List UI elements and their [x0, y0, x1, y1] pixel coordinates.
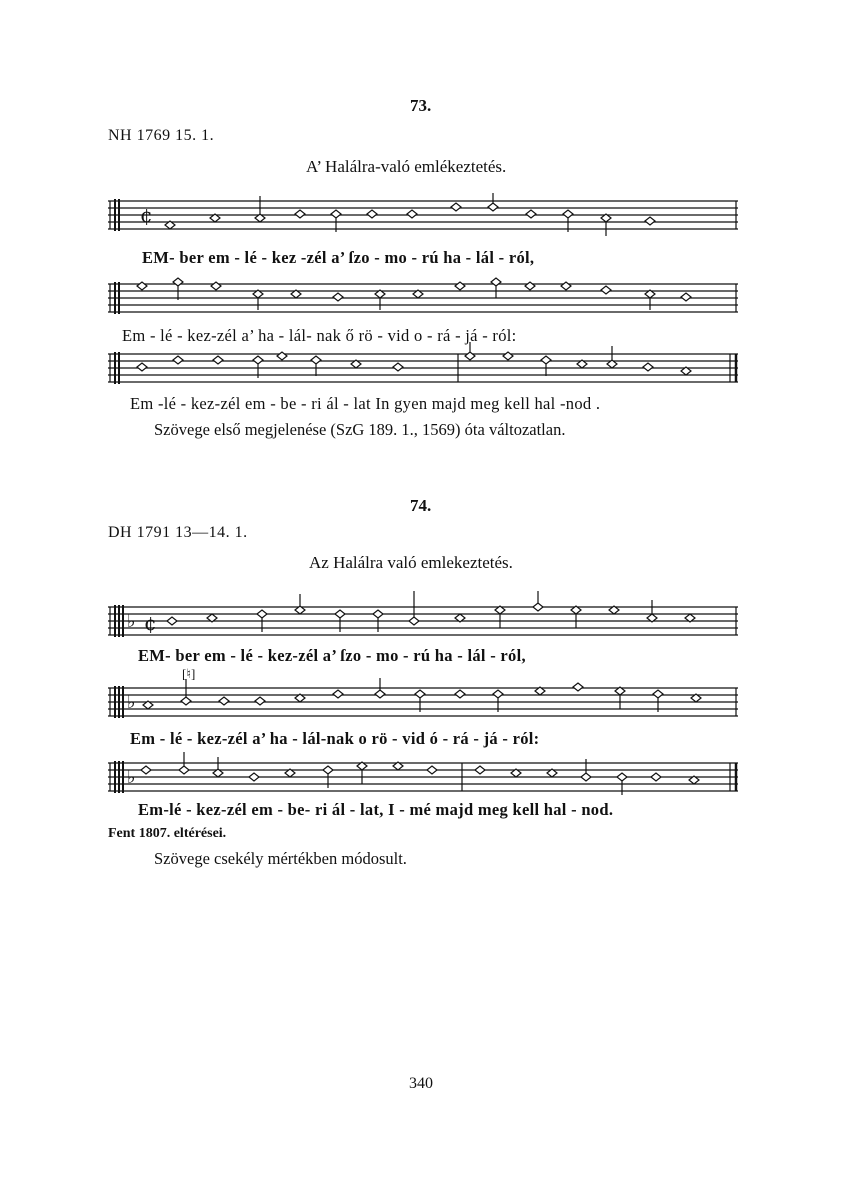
bracket-natural-label: [♮]	[182, 666, 196, 681]
note-head	[491, 278, 501, 286]
note-head	[249, 773, 259, 781]
note-head	[255, 697, 265, 705]
flat-icon	[127, 611, 136, 788]
note-head	[488, 203, 498, 211]
note-head	[493, 690, 503, 698]
lyrics-line: Em - lé - kez-zél a’ ha - lál-nak o rö - vid ó - rá - já - ról:	[130, 729, 540, 748]
note-head	[617, 773, 627, 781]
note-head	[137, 363, 147, 371]
song-number: 73.	[410, 96, 432, 115]
note-head	[137, 282, 147, 290]
note-head	[541, 356, 551, 364]
staff-lines	[108, 284, 738, 312]
note-head	[645, 217, 655, 225]
note-head	[525, 282, 535, 290]
cut-time-icon: ¢	[144, 611, 157, 635]
note-head	[323, 766, 333, 774]
note-head	[503, 352, 513, 360]
note-head	[681, 293, 691, 301]
note-head	[427, 766, 437, 774]
note-head	[643, 363, 653, 371]
svg-text:♭: ♭	[127, 611, 136, 632]
note-head	[333, 690, 343, 698]
note-head	[179, 766, 189, 774]
note-head	[563, 210, 573, 218]
note-head	[526, 210, 536, 218]
deviation-label: Fent 1807. eltérései.	[108, 826, 227, 841]
note-head	[141, 766, 151, 774]
note-head	[253, 356, 263, 364]
note-head	[407, 210, 417, 218]
lyrics-line: Em -lé - kez-zél em - be - ri ál - lat In gyen majd meg kell hal -nod .	[130, 394, 601, 413]
cut-time-icon: ¢	[140, 203, 153, 227]
note-head	[219, 697, 229, 705]
note-head	[533, 603, 543, 611]
song-title: A’ Halálra-való emlékeztetés.	[306, 157, 507, 176]
note-head	[465, 352, 475, 360]
note-head	[181, 697, 191, 705]
note-head	[367, 210, 377, 218]
note-head	[455, 282, 465, 290]
note-head	[455, 690, 465, 698]
lyrics-line: Em-lé - kez-zél em - be- ri ál - lat, I - mé majd meg kell hal - nod.	[138, 800, 614, 819]
note-head	[213, 356, 223, 364]
staff-lines	[108, 763, 738, 791]
note-head	[393, 363, 403, 371]
note-head	[295, 210, 305, 218]
note-head	[335, 610, 345, 618]
note-head	[573, 683, 583, 691]
note-head	[277, 352, 287, 360]
text-note: Szövege csekély mértékben módosult.	[154, 849, 407, 868]
note-head	[651, 773, 661, 781]
source-reference: DH 1791 13—14. 1.	[108, 524, 248, 541]
note-head	[373, 610, 383, 618]
staff-lines	[108, 607, 738, 635]
note-head	[653, 690, 663, 698]
song-number: 74.	[410, 496, 432, 515]
lyrics-line: Em - lé - kez-zél a’ ha - lál- nak ő rö - vid o - rá - já - ról:	[122, 326, 517, 345]
svg-text:♭: ♭	[127, 767, 136, 788]
note-head	[581, 773, 591, 781]
note-head	[415, 690, 425, 698]
note-head	[475, 766, 485, 774]
note-head	[173, 278, 183, 286]
note-head	[211, 282, 221, 290]
text-note: Szövege első megjelenése (SzG 189. 1., 1569) óta változatlan.	[154, 420, 566, 439]
lyrics-line: EM- ber em - lé - kez-zél a’ ſzo - mo - rú ha - lál - ról,	[138, 646, 526, 665]
source-reference: NH 1769 15. 1.	[108, 127, 215, 144]
note-head	[409, 617, 419, 625]
staff-lines	[108, 201, 738, 229]
page-number: 340	[409, 1075, 433, 1092]
note-head	[173, 356, 183, 364]
note-head	[257, 610, 267, 618]
lyrics-line: EM- ber em - lé - kez -zél a’ ſzo - mo - rú ha - lál - ról,	[142, 248, 535, 267]
note-head	[333, 293, 343, 301]
note-head	[331, 210, 341, 218]
note-head	[601, 286, 611, 294]
svg-text:♭: ♭	[127, 692, 136, 713]
note-head	[167, 617, 177, 625]
note-head	[561, 282, 571, 290]
c-clef-icon	[115, 199, 123, 793]
note-head	[311, 356, 321, 364]
note-head	[375, 690, 385, 698]
note-head	[451, 203, 461, 211]
song-title: Az Halálra való emlekeztetés.	[309, 553, 513, 572]
